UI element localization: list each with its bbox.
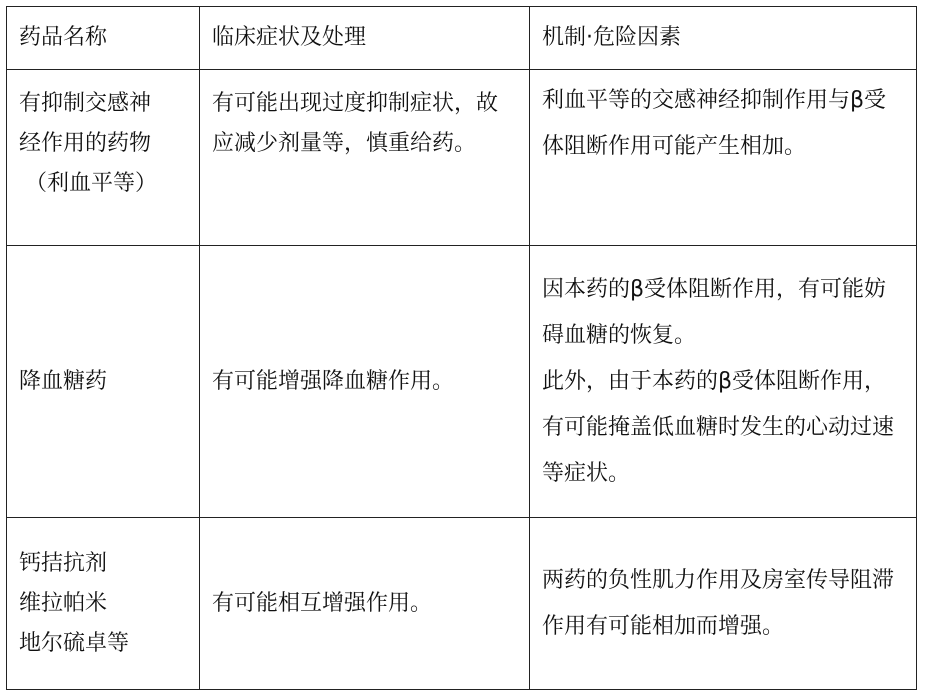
- symptom-cell: [200, 70, 530, 246]
- symptom-text: 有可能增强降血糖作用。: [212, 368, 455, 394]
- drug-name-line: 钙拮抗剂: [19, 550, 108, 576]
- drug-name-line: 降血糖药: [19, 368, 108, 394]
- mechanism-text: 两药的负性肌力作用及房室传导阻滞作用有可能相加而增强。: [542, 567, 895, 639]
- drug-name-cell: [7, 70, 200, 246]
- symptom-text: 有可能相互增强作用。: [212, 590, 433, 616]
- table-header-row: [7, 7, 917, 70]
- mechanism-cell: [530, 518, 917, 690]
- symptom-text: 有可能出现过度抑制症状，故应减少剂量等，慎重给药。: [212, 91, 499, 156]
- header-drug-name: 药品名称: [7, 7, 200, 70]
- drug-name-line: （利血平等）: [25, 171, 158, 196]
- table-row: [7, 70, 917, 246]
- drug-name-line: 维拉帕米: [19, 590, 108, 616]
- symptom-cell: [200, 246, 530, 518]
- drug-interaction-table-container: [6, 6, 916, 690]
- mechanism-cell: [530, 70, 917, 246]
- drug-interaction-table: [6, 6, 917, 690]
- table-row: [7, 518, 917, 690]
- table-row: [7, 246, 917, 518]
- drug-name-cell: [7, 246, 200, 518]
- header-symptom-treatment: 临床症状及处理: [200, 7, 530, 70]
- mechanism-text: 此外，由于本药的β受体阻断作用，有可能掩盖低血糖时发生的心动过速等症状。: [542, 368, 895, 486]
- drug-name-cell: [7, 518, 200, 690]
- mechanism-text: 因本药的β受体阻断作用，有可能妨碍血糖的恢复。: [542, 276, 887, 348]
- mechanism-text: 利血平等的交感神经抑制作用与β受体阻断作用可能产生相加。: [542, 88, 887, 159]
- header-mechanism-risk: 机制·危险因素: [530, 7, 917, 70]
- drug-name-line: 经作用的药物: [19, 131, 152, 156]
- mechanism-cell: [530, 246, 917, 518]
- drug-name-line: 有抑制交感神: [19, 91, 152, 116]
- symptom-cell: [200, 518, 530, 690]
- drug-name-line: 地尔硫卓等: [19, 630, 130, 656]
